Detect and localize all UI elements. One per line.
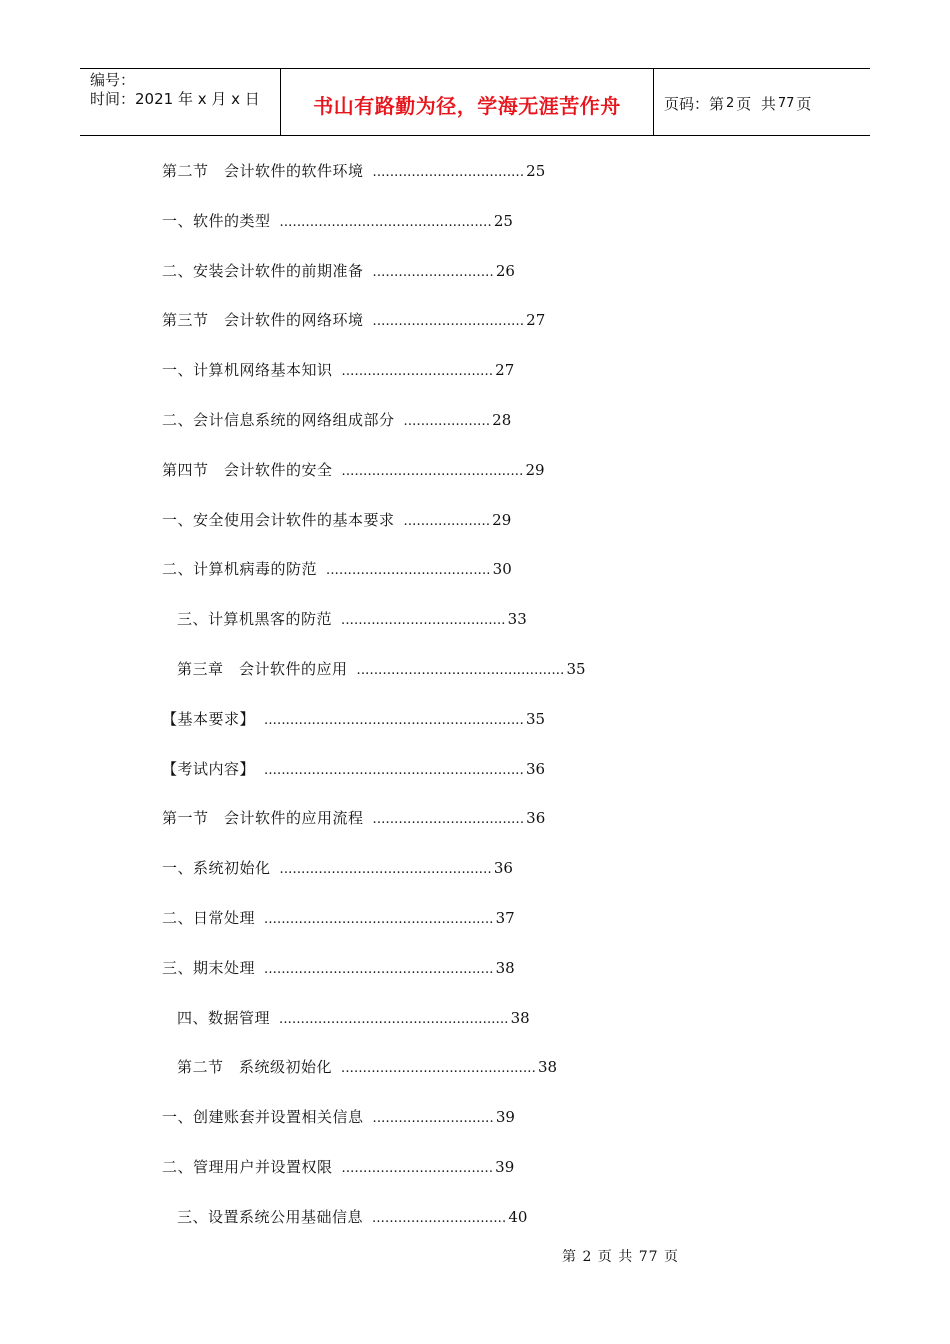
page-header xyxy=(80,68,870,136)
toc-entry[interactable] xyxy=(162,410,511,432)
toc-entry-title: 一、安全使用会计软件的基本要求 xyxy=(162,511,395,529)
toc-entry[interactable] xyxy=(177,1008,530,1030)
toc-page-number: 39 xyxy=(495,1108,515,1126)
toc-page-number: 26 xyxy=(495,262,515,280)
toc-page-number: 38 xyxy=(537,1058,558,1076)
toc-page-number: 27 xyxy=(495,361,515,379)
toc-entry-title: 一、软件的类型 xyxy=(162,212,271,230)
toc-entry[interactable] xyxy=(177,1057,557,1079)
header-meta xyxy=(80,69,281,135)
toc-page-number: 38 xyxy=(495,959,515,977)
toc-leader-dots: ..................................................... xyxy=(279,1012,509,1027)
toc-page-number: 39 xyxy=(495,1158,515,1176)
toc-entry-title: 二、管理用户并设置权限 xyxy=(162,1158,333,1176)
toc-leader-dots: ................................................. xyxy=(279,215,492,230)
toc-entry[interactable] xyxy=(162,360,514,382)
header-motto-cell xyxy=(281,69,654,135)
toc-entry[interactable] xyxy=(162,460,545,482)
toc-entry[interactable] xyxy=(162,1157,514,1179)
toc-page-number: 25 xyxy=(526,162,546,180)
toc-entry-title: 第二节 系统级初始化 xyxy=(177,1058,333,1076)
toc-leader-dots: ............................... xyxy=(372,1211,507,1226)
motto: 书山有路勤为径，学海无涯苦作舟 xyxy=(313,93,621,118)
toc-page-number: 40 xyxy=(508,1208,528,1226)
toc-page-number: 33 xyxy=(507,610,527,628)
toc-leader-dots: ..................................................... xyxy=(264,962,494,977)
toc-entry-title: 一、系统初始化 xyxy=(162,859,271,877)
toc-entry-title: 第二节 会计软件的软件环境 xyxy=(162,162,364,180)
toc-entry[interactable] xyxy=(162,759,545,781)
toc-entry-title: 二、会计信息系统的网络组成部分 xyxy=(162,411,395,429)
toc-leader-dots: ............................................................ xyxy=(264,713,524,728)
toc-entry[interactable] xyxy=(162,261,515,283)
toc-page-number: 25 xyxy=(493,212,513,230)
toc-entry[interactable] xyxy=(162,510,511,532)
toc-leader-dots: .................... xyxy=(403,414,491,429)
toc-page-number: 29 xyxy=(525,461,545,479)
toc-page-number: 35 xyxy=(566,660,586,678)
toc-entry-title: 三、设置系统公用基础信息 xyxy=(177,1208,364,1226)
toc-leader-dots: ............................ xyxy=(372,265,494,280)
toc-leader-dots: .................... xyxy=(403,514,491,529)
toc-leader-dots: .......................................... xyxy=(341,464,524,479)
toc-entry[interactable] xyxy=(177,1207,527,1229)
toc-leader-dots: ................................... xyxy=(341,1161,494,1176)
toc-entry[interactable] xyxy=(162,908,515,930)
toc-leader-dots: ................................................ xyxy=(356,663,565,678)
toc-entry-title: 【基本要求】 xyxy=(162,710,256,728)
toc-leader-dots: ................................... xyxy=(372,165,525,180)
toc-entry[interactable] xyxy=(162,958,515,980)
toc-leader-dots: ............................................................ xyxy=(264,763,524,778)
toc-entry-title: 二、日常处理 xyxy=(162,909,256,927)
toc-page-number: 27 xyxy=(526,311,546,329)
toc-entry-title: 四、数据管理 xyxy=(177,1009,271,1027)
serial-label: 编号： xyxy=(90,71,136,89)
toc-entry[interactable] xyxy=(162,808,545,830)
date-label: 时间：2021 年 x 月 x 日 xyxy=(90,90,260,108)
toc-entry[interactable] xyxy=(177,609,527,631)
page-current: 2 xyxy=(726,95,735,111)
page-total: 77 xyxy=(777,95,795,111)
toc-entry[interactable] xyxy=(162,211,513,233)
page-suffix: 页 xyxy=(796,94,812,113)
toc-leader-dots: ............................................. xyxy=(341,1061,536,1076)
toc-leader-dots: ................................................. xyxy=(279,862,492,877)
toc-leader-dots: ................................... xyxy=(372,812,525,827)
toc-entry[interactable] xyxy=(162,858,513,880)
toc-leader-dots: ............................ xyxy=(372,1111,494,1126)
toc-page-number: 36 xyxy=(526,809,546,827)
toc-entry[interactable] xyxy=(162,310,545,332)
toc-entry-title: 二、计算机病毒的防范 xyxy=(162,560,318,578)
toc-entry[interactable] xyxy=(162,1107,515,1129)
page-mid: 页 共 xyxy=(736,94,776,113)
page-footer: 第 2 页 共 77 页 xyxy=(562,1249,679,1265)
header-page-info xyxy=(654,69,870,135)
toc-leader-dots: ................................... xyxy=(341,364,494,379)
toc-leader-dots: ................................... xyxy=(372,314,525,329)
toc-entry-title: 第一节 会计软件的应用流程 xyxy=(162,809,364,827)
toc-entry-title: 第四节 会计软件的安全 xyxy=(162,461,333,479)
toc-leader-dots: ..................................................... xyxy=(264,912,494,927)
toc-entry-title: 三、期末处理 xyxy=(162,959,256,977)
toc-entry-title: 第三节 会计软件的网络环境 xyxy=(162,311,364,329)
toc-page-number: 29 xyxy=(492,511,512,529)
toc-entry-title: 三、计算机黑客的防范 xyxy=(177,610,333,628)
page-prefix: 页码：第 xyxy=(664,94,725,113)
toc-page-number: 38 xyxy=(510,1009,530,1027)
toc-page-number: 35 xyxy=(525,710,546,728)
toc-page-number: 36 xyxy=(525,760,546,778)
toc-entry-title: 二、安装会计软件的前期准备 xyxy=(162,262,364,280)
toc-leader-dots: ...................................... xyxy=(326,563,491,578)
toc-entry[interactable] xyxy=(162,709,545,731)
toc-page-number: 30 xyxy=(492,560,512,578)
toc-entry-title: 第三章 会计软件的应用 xyxy=(177,660,348,678)
toc-page-number: 28 xyxy=(492,411,512,429)
toc-entry[interactable] xyxy=(162,559,512,581)
toc-entry[interactable] xyxy=(162,161,545,183)
toc-page-number: 36 xyxy=(493,859,513,877)
toc-entry-title: 一、计算机网络基本知识 xyxy=(162,361,333,379)
toc-entry-title: 【考试内容】 xyxy=(162,760,256,778)
toc-leader-dots: ...................................... xyxy=(341,613,506,628)
toc-entry-title: 一、创建账套并设置相关信息 xyxy=(162,1108,364,1126)
toc-page-number: 37 xyxy=(495,909,515,927)
toc-entry[interactable] xyxy=(177,659,586,681)
